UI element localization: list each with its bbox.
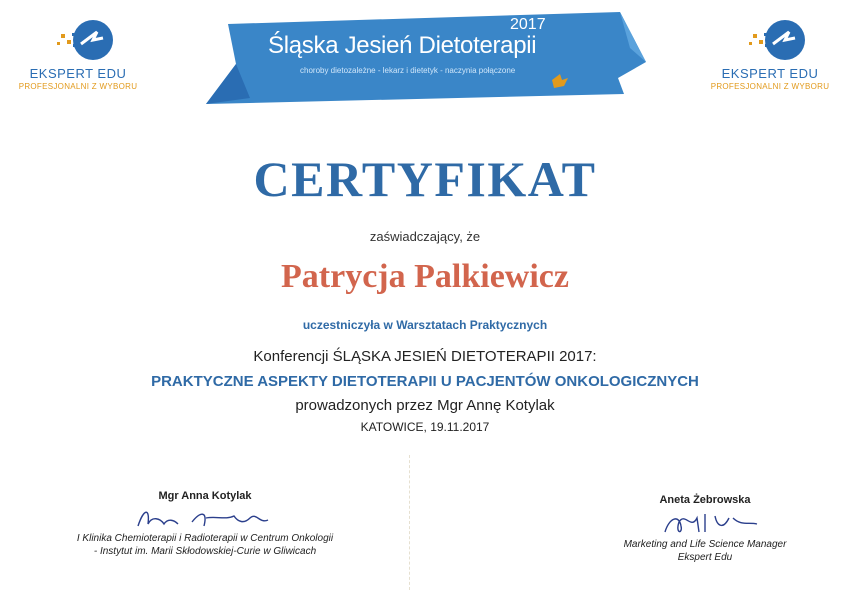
signatory-name: Mgr Anna Kotylak bbox=[158, 490, 252, 502]
logo-tagline: PROFESJONALNI Z WYBORU bbox=[710, 82, 830, 91]
certificate-title: CERTYFIKAT bbox=[253, 151, 597, 207]
ekspert-edu-emblem-icon bbox=[735, 18, 805, 62]
signatory-left bbox=[45, 490, 365, 558]
ekspert-edu-logo-right bbox=[700, 18, 840, 91]
handwritten-signature bbox=[130, 504, 280, 532]
banner-title: Śląska Jesień Dietoterapii bbox=[268, 32, 537, 59]
logo-name: EKSPERT EDU bbox=[29, 66, 127, 81]
signatory-role-line1: Marketing and Life Science Manager bbox=[623, 539, 787, 550]
banner-subtitle: choroby dietozależne - lekarz i dietetyk - naczynia połączone bbox=[300, 66, 516, 75]
signatory-right bbox=[545, 494, 850, 564]
workshop-topic: PRAKTYCZNE ASPEKTY DIETOTERAPII U PACJENTÓW ONKOLOGICZNYCH bbox=[151, 373, 699, 390]
ekspert-edu-logo-left bbox=[8, 18, 148, 91]
signatory-role-line2: Ekspert Edu bbox=[677, 552, 733, 563]
signature-divider bbox=[409, 455, 410, 590]
place-and-date: KATOWICE, 19.11.2017 bbox=[360, 420, 490, 434]
handwritten-signature bbox=[645, 508, 765, 538]
conference-name: Konferencji ŚLĄSKA JESIEŃ DIETOTERAPII 2017: bbox=[253, 348, 597, 365]
logo-tagline: PROFESJONALNI Z WYBORU bbox=[18, 82, 138, 91]
signatory-role-line2: - Instytut im. Marii Skłodowskiej-Curie w Gliwicach bbox=[93, 546, 317, 557]
workshop-leader: prowadzonych przez Mgr Annę Kotylak bbox=[295, 397, 555, 414]
attest-text: zaświadczający, że bbox=[369, 229, 481, 244]
ekspert-edu-emblem-icon bbox=[43, 18, 113, 62]
participation-text: uczestniczyła w Warsztatach Praktycznych bbox=[302, 318, 548, 332]
banner-year: 2017 bbox=[510, 16, 546, 33]
recipient-name: Patrycja Palkiewicz bbox=[281, 258, 569, 295]
signatory-role-line1: I Klinika Chemioterapii i Radioterapii w Centrum Onkologii bbox=[76, 533, 334, 544]
logo-name: EKSPERT EDU bbox=[721, 66, 819, 81]
signatory-name: Aneta Żebrowska bbox=[659, 494, 751, 506]
